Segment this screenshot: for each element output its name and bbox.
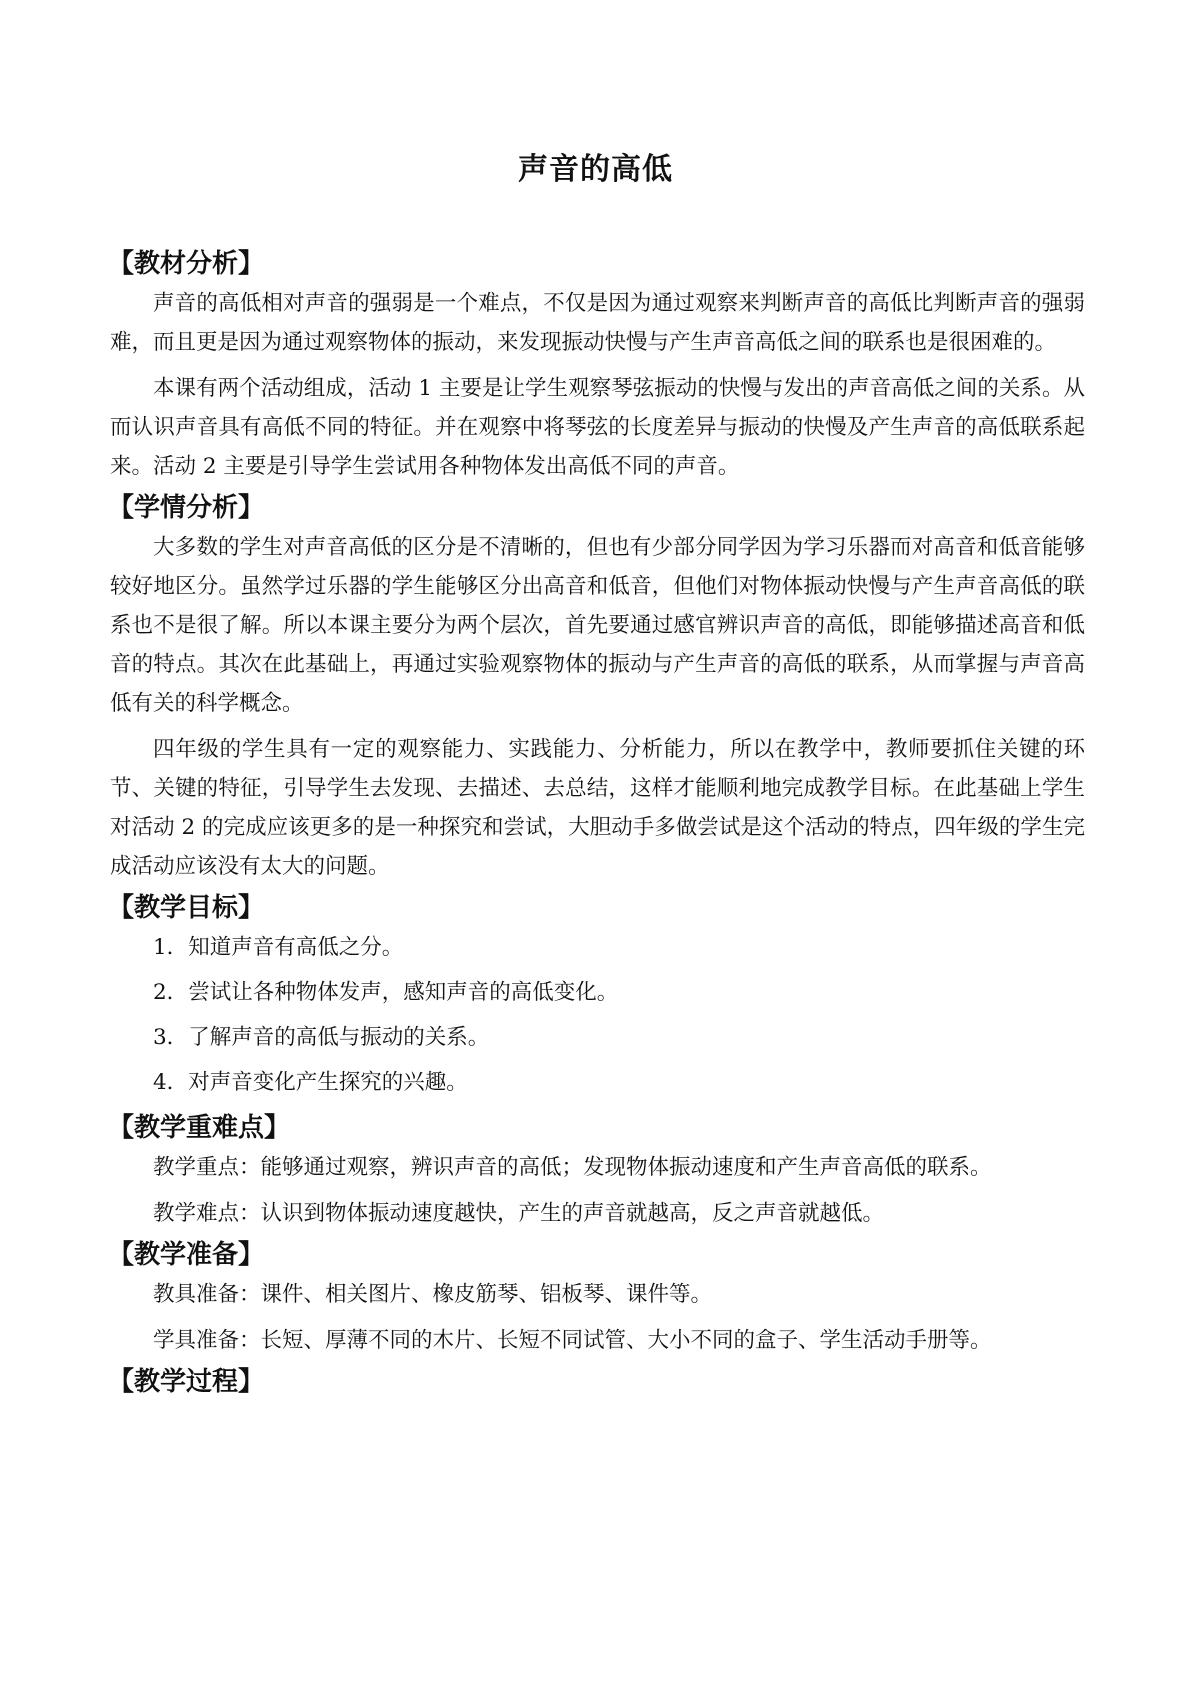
item-number: 4． <box>153 1070 189 1095</box>
paragraph: 学具准备：长短、厚薄不同的木片、长短不同试管、大小不同的盒子、学生活动手册等。 <box>153 1328 992 1353</box>
paragraph: 四年级的学生具有一定的观察能力、实践能力、分析能力，所以在教学中，教师要抓住关键的环节、关键的特征，引导学生去发现、去描述、去总结，这样才能顺利地完成教学目标。在此基础上学生对活动 2 的完成应该更多的是一种探究和尝试，大胆动手多做尝试是这个活动的特点，四年级的学生完成活动应该没有太大的问题。 <box>110 737 1085 879</box>
section-student-analysis <box>110 488 1085 886</box>
section-preparation <box>110 1235 1085 1360</box>
objective-item <box>110 928 1085 967</box>
section-heading: 【教学过程】 <box>108 1367 265 1397</box>
paragraph: 教具准备：课件、相关图片、橡皮筋琴、铝板琴、课件等。 <box>153 1282 713 1307</box>
section-teaching-objectives <box>110 888 1085 1102</box>
paragraph: 大多数的学生对声音高低的区分是不清晰的，但也有少部分同学因为学习乐器而对高音和低音能够较好地区分。虽然学过乐器的学生能够区分出高音和低音，但他们对物体振动快慢与产生声音高低的联系也不是很了解。所以本课主要分为两个层次，首先要通过感官辨识声音的高低，即能够描述高音和低音的特点。其次在此基础上，再通过实验观察物体的振动与产生声音的高低的联系，从而掌握与声音高低有关的科学概念。 <box>110 535 1085 716</box>
section-textbook-analysis <box>110 244 1085 486</box>
item-text: 了解声音的高低与振动的关系。 <box>188 1025 490 1050</box>
objective-item <box>110 973 1085 1012</box>
section-heading: 【教材分析】 <box>108 249 265 279</box>
section-heading: 【教学重难点】 <box>108 1113 291 1143</box>
item-text: 知道声音有高低之分。 <box>188 935 404 960</box>
section-heading: 【教学目标】 <box>108 893 265 923</box>
paragraph: 声音的高低相对声音的强弱是一个难点，不仅是因为通过观察来判断声音的高低比判断声音的强弱难，而且更是因为通过观察物体的振动，来发现振动快慢与产生声音高低之间的联系也是很困难的。 <box>110 291 1085 355</box>
section-heading: 【学情分析】 <box>108 493 265 523</box>
section-teaching-process <box>110 1362 1085 1402</box>
paragraph: 本课有两个活动组成，活动 1 主要是让学生观察琴弦振动的快慢与发出的声音高低之间的关系。从而认识声音具有高低不同的特征。并在观察中将琴弦的长度差异与振动的快慢及产生声音的高低联系起来。活动 2 主要是引导学生尝试用各种物体发出高低不同的声音。 <box>110 376 1085 479</box>
section-key-points <box>110 1108 1085 1233</box>
document-body <box>110 244 1085 1402</box>
item-number: 2． <box>153 980 189 1005</box>
section-heading: 【教学准备】 <box>108 1240 265 1270</box>
objective-item <box>110 1018 1085 1057</box>
item-number: 1． <box>153 935 189 960</box>
item-text: 对声音变化产生探究的兴趣。 <box>188 1070 468 1095</box>
paragraph: 教学重点：能够通过观察，辨识声音的高低；发现物体振动速度和产生声音高低的联系。 <box>153 1155 992 1180</box>
objective-item <box>110 1063 1085 1102</box>
item-number: 3． <box>153 1025 189 1050</box>
paragraph: 教学难点：认识到物体振动速度越快，产生的声音就越高，反之声音就越低。 <box>153 1201 885 1226</box>
document-title: 声音的高低 <box>518 152 673 187</box>
item-text: 尝试让各种物体发声，感知声音的高低变化。 <box>188 980 619 1005</box>
